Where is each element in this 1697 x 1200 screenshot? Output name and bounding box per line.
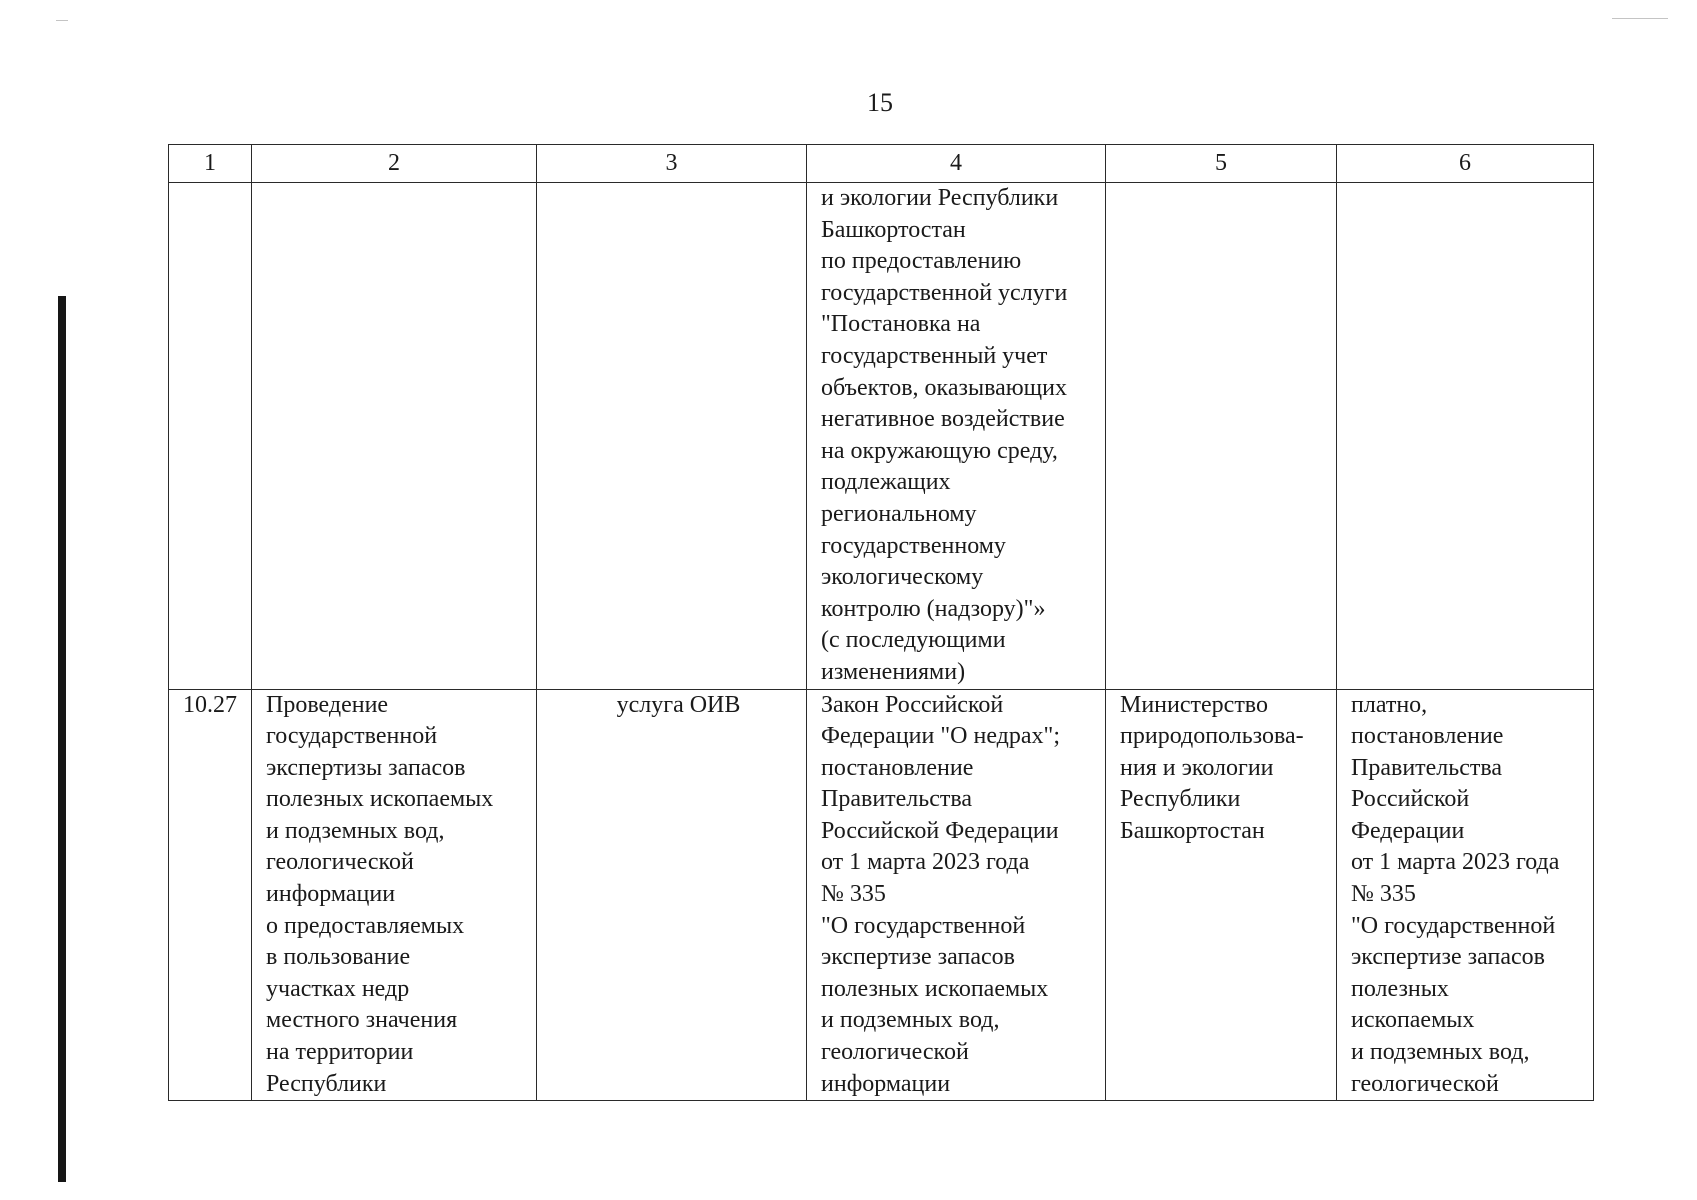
cell-empty (169, 183, 252, 690)
text-line: объектов, оказывающих (821, 374, 1067, 401)
text-line: участках недр (266, 975, 410, 1002)
text-line: ископаемых (1351, 1007, 1475, 1034)
text-line: местного значения (266, 1007, 458, 1034)
page-number: 15 (867, 88, 893, 117)
cell-empty (1337, 183, 1594, 690)
scan-edge-mark-right (1612, 18, 1668, 19)
text-line: по предоставлению (821, 248, 1022, 275)
text-line: природопользова- (1120, 723, 1304, 750)
text-line: Российской Федерации (821, 817, 1059, 844)
cell-legal-basis (807, 689, 1106, 1101)
text-line: платно, (1351, 691, 1428, 718)
cell-row-number: 10.27 (169, 689, 252, 1101)
text-line: геологической (821, 1039, 969, 1066)
text-line: и подземных вод, (266, 817, 445, 844)
cell-service-type: услуга ОИВ (537, 689, 807, 1101)
text-line: на окружающую среду, (821, 437, 1058, 464)
text-line: подлежащих (821, 469, 951, 496)
text-line: и подземных вод, (1351, 1039, 1530, 1066)
text-line: информации (266, 881, 396, 908)
text-line: Федерации "О недрах"; (821, 723, 1060, 750)
document-table (168, 144, 1594, 1101)
text-line: о предоставляемых (266, 912, 465, 939)
text-line: региональному (821, 500, 977, 527)
text-line: от 1 марта 2023 года (821, 849, 1030, 876)
text-line: Правительства (821, 786, 973, 813)
text-line: от 1 марта 2023 года (1351, 849, 1560, 876)
header-col-4: 4 (807, 145, 1106, 183)
text-line: контролю (надзору)"» (821, 595, 1046, 622)
text-line: геологической (1351, 1070, 1499, 1097)
text-line: "О государственной (821, 912, 1026, 939)
text-line: геологической (266, 849, 414, 876)
text-line: Министерство (1120, 691, 1268, 718)
text-line: государственной (266, 723, 438, 750)
text-line: в пользование (266, 944, 411, 971)
text-line: полезных (1351, 975, 1449, 1002)
text-line: "Постановка на (821, 311, 981, 338)
text-line: и экологии Республики (821, 185, 1059, 211)
cell-empty (1106, 183, 1337, 690)
text-line: Федерации (1351, 817, 1465, 844)
header-col-3: 3 (537, 145, 807, 183)
text-line: изменениями) (821, 658, 966, 685)
text-line: Российской (1351, 786, 1470, 813)
text-line: постановление (821, 754, 974, 781)
header-col-6: 6 (1337, 145, 1594, 183)
header-row (169, 145, 1594, 183)
text-line: негативное воздействие (821, 406, 1065, 433)
cell-authority (1106, 689, 1337, 1101)
text-line: "О государственной (1351, 912, 1556, 939)
text-line: на территории (266, 1039, 414, 1066)
text-line: Правительства (1351, 754, 1503, 781)
text-line: (с последующими (821, 627, 1006, 654)
text-line: Республики (266, 1070, 387, 1097)
text-line: Башкортостан (1120, 817, 1265, 844)
header-col-2: 2 (252, 145, 537, 183)
text-line: полезных ископаемых (266, 786, 494, 813)
text-line: Проведение (266, 691, 389, 718)
text-line: Республики (1120, 786, 1241, 813)
scan-edge-mark-left (56, 20, 68, 21)
text-line: экспертизе запасов (1351, 944, 1545, 971)
cell-payment-terms (1337, 689, 1594, 1101)
text-line: Закон Российской (821, 691, 1004, 718)
text-line: экспертизы запасов (266, 754, 466, 781)
header-col-1: 1 (169, 145, 252, 183)
text-line: полезных ископаемых (821, 975, 1049, 1002)
text-line: Башкортостан (821, 216, 966, 243)
scan-edge-bar (58, 296, 66, 1182)
cell-empty (537, 183, 807, 690)
text-line: государственной услуги (821, 279, 1068, 306)
table-row-10-27 (169, 689, 1594, 1101)
cell-service-name (252, 689, 537, 1101)
text-line: государственный учет (821, 342, 1048, 369)
text-line: № 335 (1351, 881, 1416, 908)
text-line: и подземных вод, (821, 1007, 1000, 1034)
header-col-5: 5 (1106, 145, 1337, 183)
text-line: экологическому (821, 564, 984, 591)
cell-legal-basis-continued (807, 183, 1106, 690)
text-line: государственному (821, 532, 1006, 559)
table-row-continued (169, 183, 1594, 690)
text-line: № 335 (821, 881, 886, 908)
text-line: экспертизе запасов (821, 944, 1015, 971)
text-line: информации (821, 1070, 951, 1097)
text-line: постановление (1351, 723, 1504, 750)
text-line: ния и экологии (1120, 754, 1274, 781)
cell-empty (252, 183, 537, 690)
